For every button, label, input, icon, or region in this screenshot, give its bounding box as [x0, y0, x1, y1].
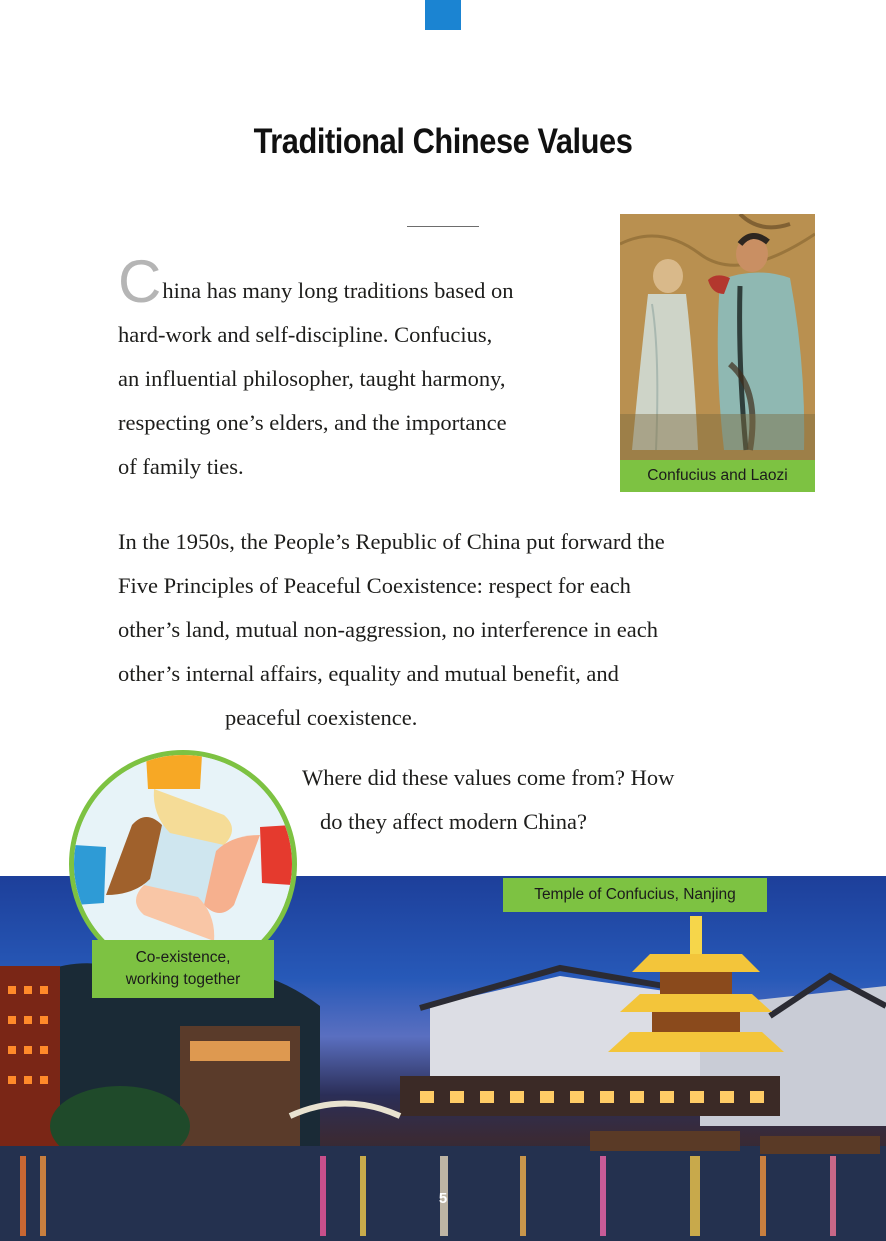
text-line: hard-work and self-discipline. Confucius, — [118, 322, 493, 347]
page-number: 5 — [438, 1190, 448, 1207]
text-line: peaceful coexistence. — [225, 705, 418, 730]
drop-cap: C — [118, 248, 162, 315]
text-line: other’s internal affairs, equality and mutual benefit, and — [118, 661, 619, 686]
text-line: do they affect modern China? — [320, 809, 587, 834]
text-line: of family ties. — [118, 454, 244, 479]
text-line-content: hina has many long traditions based on — [162, 278, 514, 303]
caption-confucius-laozi: Confucius and Laozi — [620, 460, 815, 492]
caption-coexistence-line1: Co-existence, — [135, 949, 231, 966]
intro-paragraph — [118, 248, 598, 489]
text-line: Where did these values come from? How — [302, 765, 675, 790]
text-line: Five Principles of Peaceful Coexistence: respect for each — [118, 573, 631, 598]
principles-paragraph — [118, 520, 778, 740]
confucius-laozi-painting — [620, 214, 815, 460]
text-line: an influential philosopher, taught harmony, — [118, 366, 506, 391]
text-line — [118, 248, 598, 315]
text-line: In the 1950s, the People’s Republic of China put forward the — [118, 529, 665, 554]
caption-temple: Temple of Confucius, Nanjing — [503, 878, 767, 912]
text-line: other’s land, mutual non-aggression, no interference in each — [118, 617, 659, 642]
title-divider — [407, 226, 479, 227]
caption-coexistence-line2: working together — [125, 971, 241, 988]
page-title: Traditional Chinese Values — [253, 122, 633, 161]
top-accent-mark — [425, 0, 461, 30]
caption-coexistence — [92, 940, 274, 998]
text-line: respecting one’s elders, and the importance — [118, 410, 507, 435]
question-paragraph — [302, 756, 772, 844]
painting-illustration — [620, 214, 815, 460]
